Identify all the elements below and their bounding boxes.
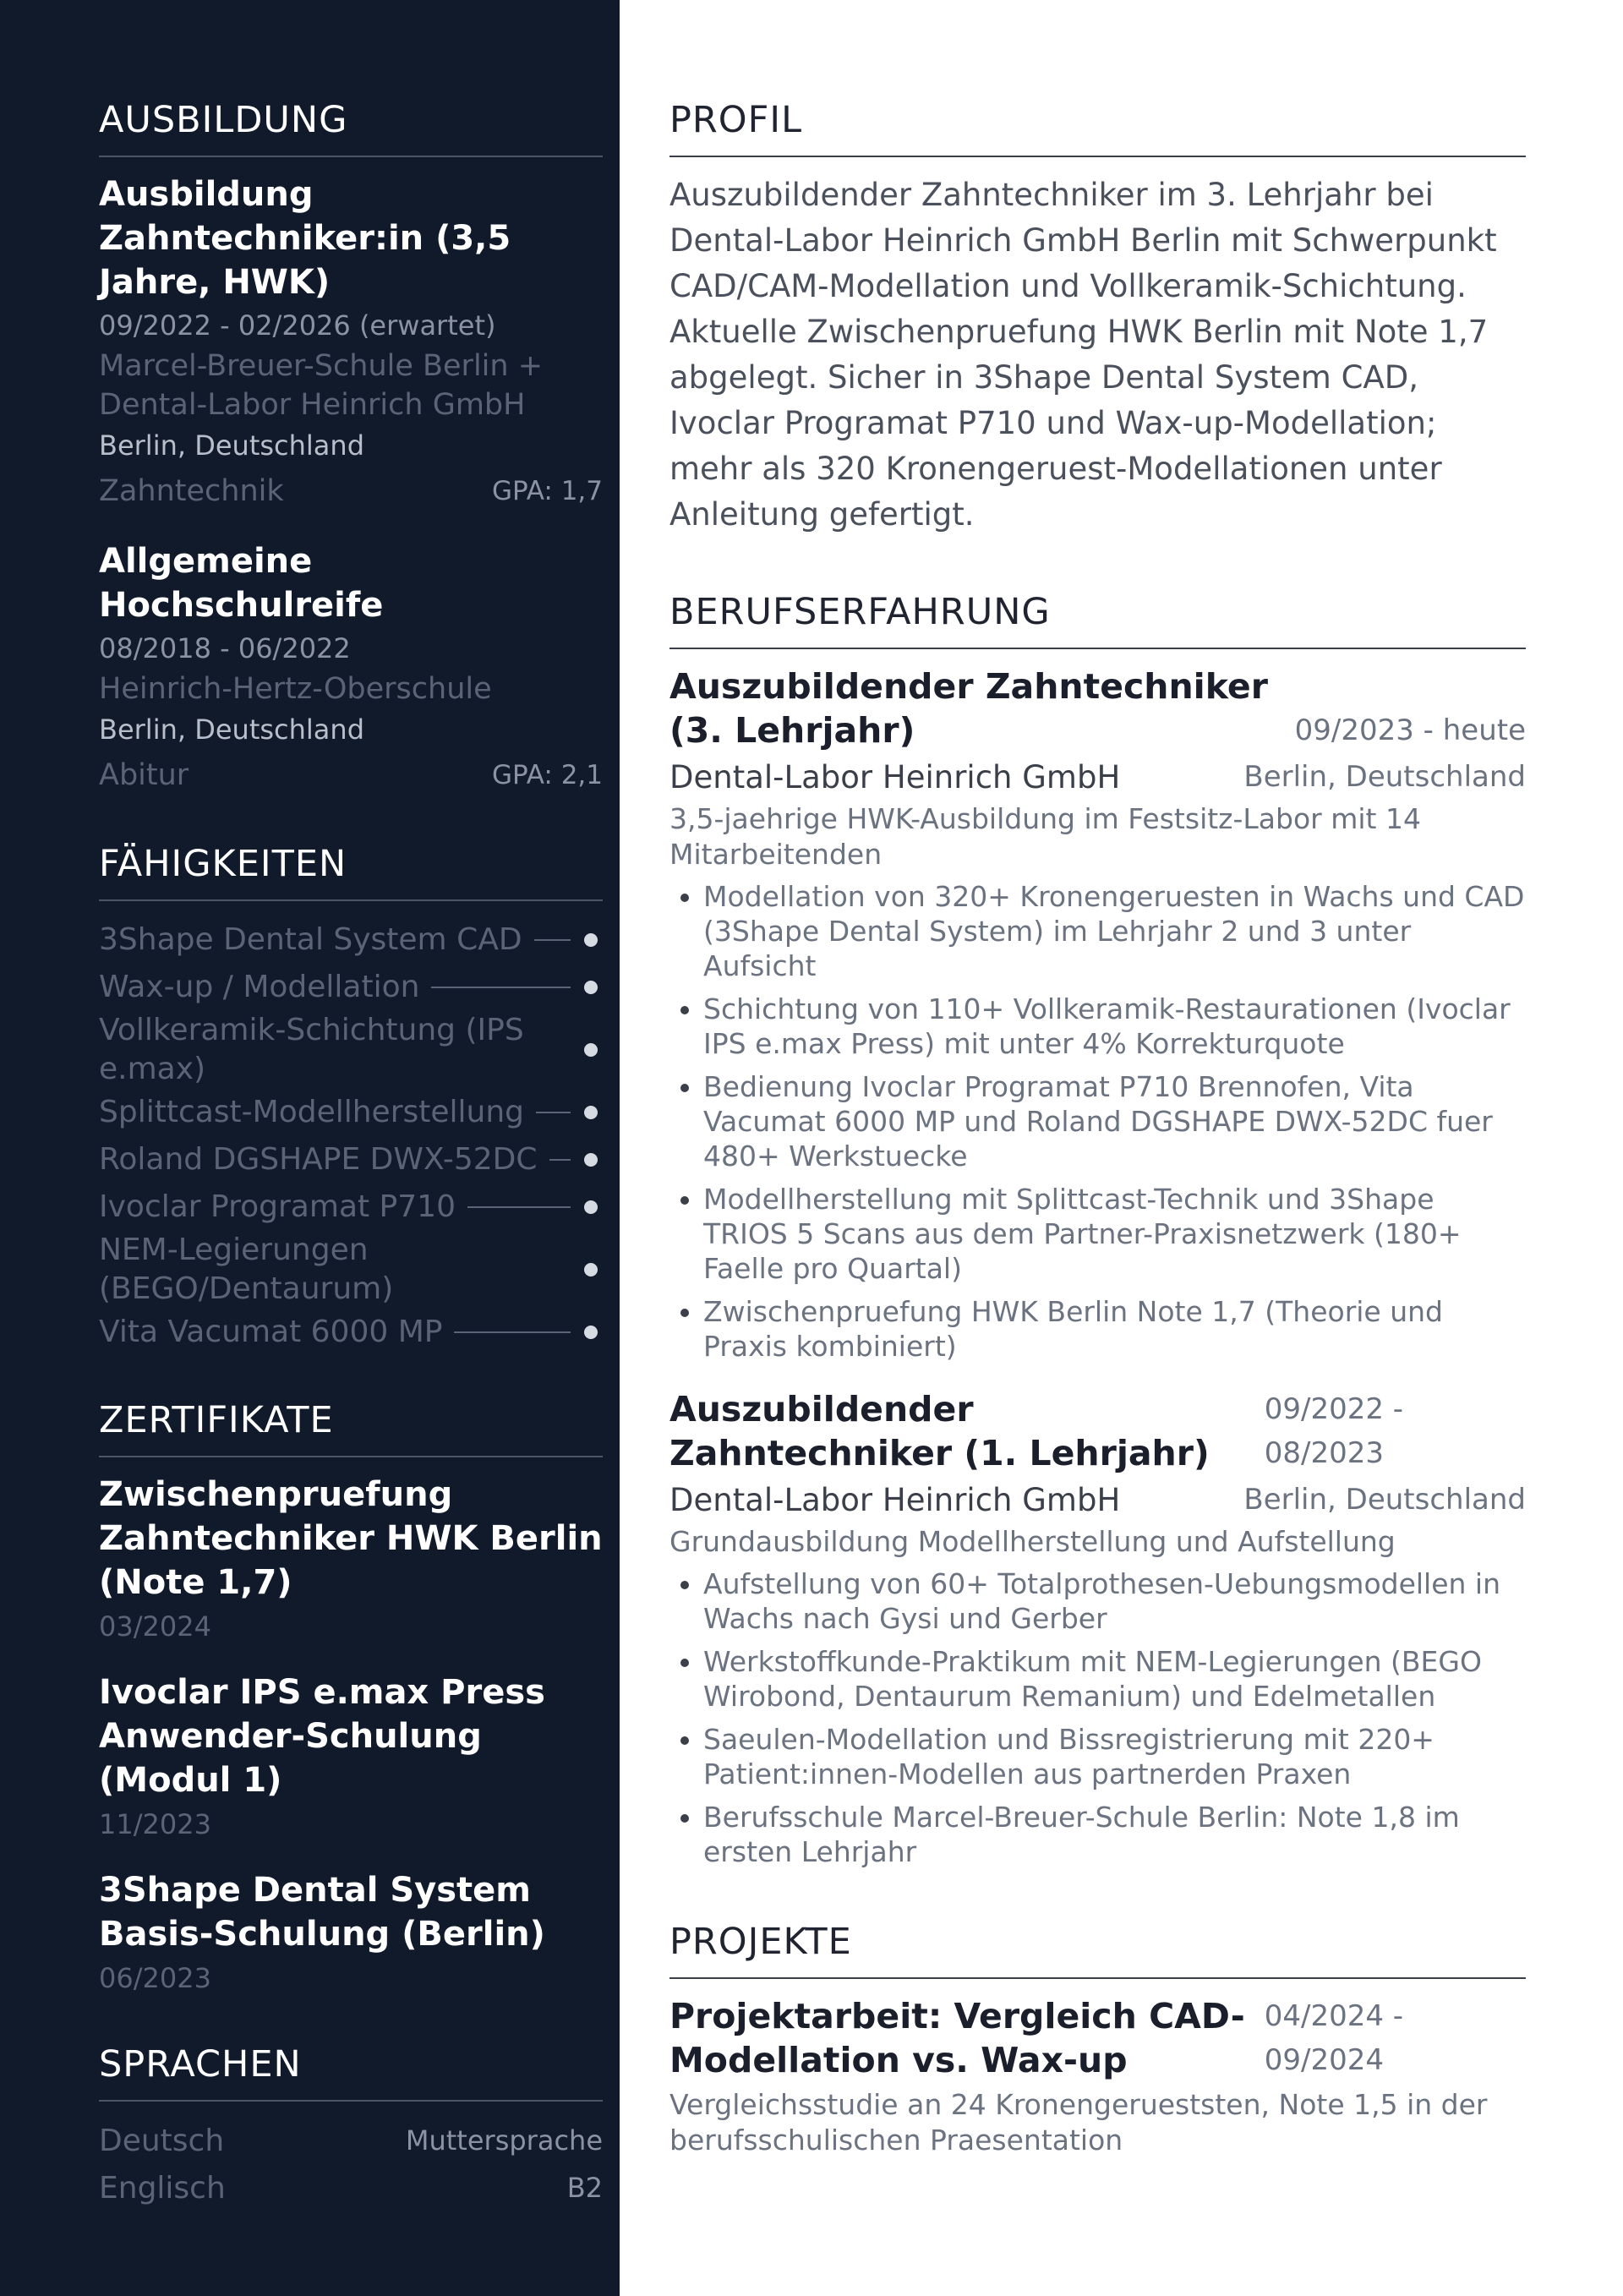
- job-bullet: • Saeulen-Modellation und Bissregistrierung mit 220+ Patient:innen-Modellen aus partnerden Praxen: [703, 1722, 1526, 1791]
- education-date: 08/2018 - 06/2022: [99, 632, 351, 664]
- experience-section: [669, 587, 1526, 1869]
- language-name: Deutsch: [99, 2123, 225, 2158]
- section-divider: [99, 1456, 603, 1457]
- skill-item: [99, 1184, 603, 1231]
- certificate-entry: [99, 1670, 603, 1846]
- project-title: Projektarbeit: Vergleich CAD-Modellation vs. Wax-up: [669, 1996, 1245, 2080]
- job-description: Grundausbildung Modellherstellung und Aufstellung: [669, 1525, 1396, 1558]
- job-bullet: • Bedienung Ivoclar Programat P710 Brennofen, Vita Vacumat 6000 MP und Roland DGSHAPE DWX-52DC fuer 480+ Werkstuecke: [703, 1069, 1526, 1173]
- skill-line: [534, 939, 571, 941]
- job-bullets: [669, 879, 1526, 1364]
- profile-heading: PROFIL: [669, 99, 803, 141]
- job-location: Berlin, Deutschland: [1243, 1483, 1526, 1517]
- job-bullet: • Modellation von 320+ Kronengeruesten in Wachs und CAD (3Shape Dental System) im Lehrjahr 2 und 3 unter Aufsicht: [703, 879, 1526, 983]
- experience-heading: BERUFSERFAHRUNG: [669, 591, 1051, 633]
- skill-name: Vita Vacumat 6000 MP: [99, 1315, 443, 1349]
- skill-dot-icon: [584, 1153, 598, 1167]
- education-location: Berlin, Deutschland: [99, 713, 364, 746]
- skill-line: [454, 1331, 571, 1333]
- projects-heading: PROJEKTE: [669, 1921, 852, 1963]
- skill-line: [466, 1269, 571, 1271]
- certificate-entry: [99, 1473, 603, 1648]
- education-field-row: [99, 467, 603, 516]
- project-description: Vergleichsstudie an 24 Kronengerueststen, Note 1,5 in der berufsschulischen Praesentation: [669, 2088, 1488, 2157]
- skill-dot-icon: [584, 1263, 598, 1276]
- skill-dot-icon: [584, 1106, 598, 1119]
- skills-heading: FÄHIGKEITEN: [99, 843, 347, 885]
- job-company: Dental-Labor Heinrich GmbH: [669, 1481, 1121, 1518]
- job-header: [669, 664, 1526, 752]
- section-divider: [99, 156, 603, 157]
- job-bullet: • Aufstellung von 60+ Totalprothesen-Uebungsmodellen in Wachs nach Gysi und Gerber: [703, 1566, 1526, 1636]
- education-school: Heinrich-Hertz-Oberschule: [99, 672, 492, 706]
- skill-line: [550, 1049, 571, 1051]
- certificates-heading: ZERTIFIKATE: [99, 1399, 334, 1441]
- main-content: [620, 0, 1623, 2296]
- certificate-entry: [99, 1868, 603, 2000]
- certificate-title: 3Shape Dental System Basis-Schulung (Berlin): [99, 1871, 545, 1954]
- certificate-date: 03/2024: [99, 1610, 211, 1643]
- skills-section: [99, 839, 603, 1356]
- education-entry: [99, 172, 603, 516]
- certificate-date: 11/2023: [99, 1808, 211, 1840]
- job-entry: [669, 664, 1526, 1364]
- job-company-row: [669, 1475, 1526, 1524]
- job-entry: [669, 1387, 1526, 1869]
- education-field-row: [99, 751, 603, 800]
- job-bullet: • Modellherstellung mit Splittcast-Technik und 3Shape TRIOS 5 Scans aus dem Partner-Praxisnetzwerk (180+ Faelle pro Quartal): [703, 1182, 1526, 1286]
- skill-name: 3Shape Dental System CAD: [99, 922, 522, 957]
- section-divider: [669, 648, 1526, 649]
- project-date: 04/2024 - 09/2024: [1264, 1999, 1404, 2077]
- project-header: [669, 1994, 1526, 2082]
- skill-item: [99, 916, 603, 964]
- language-name: Englisch: [99, 2170, 226, 2206]
- certificates-section: [99, 1395, 603, 2000]
- certificate-title: Ivoclar IPS e.max Press Anwender-Schulung (Modul 1): [99, 1673, 545, 1800]
- job-bullet: • Zwischenpruefung HWK Berlin Note 1,7 (Theorie und Praxis kombiniert): [703, 1294, 1526, 1364]
- skill-item: [99, 1136, 603, 1184]
- education-school: Marcel-Breuer-Schule Berlin + Dental-Labor Heinrich GmbH: [99, 349, 544, 422]
- education-gpa: GPA: 2,1: [492, 760, 603, 790]
- education-heading: AUSBILDUNG: [99, 99, 348, 141]
- education-date: 09/2022 - 02/2026 (erwartet): [99, 309, 496, 342]
- job-date: 09/2022 - 08/2023: [1264, 1392, 1404, 1470]
- skill-name: Wax-up / Modellation: [99, 970, 420, 1004]
- skill-name: NEM-Legierungen (BEGO/Dentaurum): [99, 1233, 394, 1306]
- projects-section: [669, 1916, 1526, 2158]
- project-entry: [669, 1994, 1526, 2158]
- skill-line: [549, 1159, 571, 1161]
- skill-dot-icon: [584, 933, 598, 947]
- languages-section: [99, 2039, 603, 2211]
- language-item: [99, 2164, 603, 2211]
- education-title: Ausbildung Zahntechniker:in (3,5 Jahre, HWK): [99, 175, 511, 302]
- skill-dot-icon: [584, 1200, 598, 1214]
- section-divider: [99, 2100, 603, 2102]
- job-company-row: [669, 752, 1526, 801]
- job-title: Auszubildender Zahntechniker (3. Lehrjahr): [669, 666, 1268, 751]
- job-bullet: • Berufsschule Marcel-Breuer-Schule Berlin: Note 1,8 im ersten Lehrjahr: [703, 1800, 1526, 1869]
- education-field: Zahntechnik: [99, 474, 284, 508]
- skill-item: [99, 1309, 603, 1356]
- profile-section: [669, 95, 1526, 538]
- job-title: Auszubildender Zahntechniker (1. Lehrjahr): [669, 1389, 1210, 1473]
- sidebar: [0, 0, 620, 2296]
- job-bullets: [669, 1566, 1526, 1869]
- skill-name: Splittcast-Modellherstellung: [99, 1095, 525, 1129]
- section-divider: [669, 156, 1526, 157]
- skill-item: [99, 964, 603, 1011]
- certificate-title: Zwischenpruefung Zahntechniker HWK Berlin (Note 1,7): [99, 1475, 603, 1602]
- skill-dot-icon: [584, 1043, 598, 1057]
- language-level: B2: [566, 2172, 603, 2204]
- education-field: Abitur: [99, 758, 189, 792]
- job-bullet: • Schichtung von 110+ Vollkeramik-Restaurationen (Ivoclar IPS e.max Press) mit unter 4% Korrekturquote: [703, 992, 1526, 1061]
- skill-item: [99, 1011, 603, 1089]
- skill-dot-icon: [584, 1326, 598, 1339]
- job-description: 3,5-jaehrige HWK-Ausbildung im Festsitz-Labor mit 14 Mitarbeitenden: [669, 802, 1421, 871]
- section-divider: [99, 899, 603, 901]
- education-gpa: GPA: 1,7: [492, 476, 603, 506]
- skill-name: Roland DGSHAPE DWX-52DC: [99, 1142, 538, 1177]
- job-company: Dental-Labor Heinrich GmbH: [669, 758, 1121, 795]
- skill-item: [99, 1089, 603, 1136]
- job-date: 09/2023 - heute: [1294, 713, 1526, 747]
- profile-text: Auszubildender Zahntechniker im 3. Lehrjahr bei Dental-Labor Heinrich GmbH Berlin mit Schwerpunkt CAD/CAM-Modellation und Vollkeramik-Schichtung. Aktuelle Zwischenpruefung HWK Berlin mit Note 1,7 abgelegt. Sicher in 3Shape Dental System CAD, Ivoclar Programat P710 und Wax-up-Modellation; mehr als 320 Kronengeruest-Modellationen unter Anleitung gefertigt.: [669, 177, 1497, 533]
- job-header: [669, 1387, 1526, 1475]
- skill-name: Vollkeramik-Schichtung (IPS e.max): [99, 1013, 524, 1086]
- education-entry: [99, 539, 603, 800]
- language-item: [99, 2117, 603, 2164]
- section-divider: [669, 1977, 1526, 1979]
- skill-name: Ivoclar Programat P710: [99, 1189, 456, 1224]
- education-title: Allgemeine Hochschulreife: [99, 542, 384, 625]
- language-level: Muttersprache: [405, 2124, 603, 2157]
- skill-item: [99, 1231, 603, 1309]
- job-bullet: • Werkstoffkunde-Praktikum mit NEM-Legierungen (BEGO Wirobond, Dentaurum Remanium) und Edelmetallen: [703, 1644, 1526, 1714]
- languages-heading: SPRACHEN: [99, 2043, 302, 2086]
- education-section: [99, 95, 603, 800]
- skill-line: [467, 1206, 571, 1208]
- job-location: Berlin, Deutschland: [1243, 760, 1526, 794]
- skill-dot-icon: [584, 981, 598, 994]
- skill-line: [536, 1112, 571, 1113]
- certificate-date: 06/2023: [99, 1962, 211, 1994]
- skill-line: [431, 987, 571, 988]
- education-location: Berlin, Deutschland: [99, 429, 364, 462]
